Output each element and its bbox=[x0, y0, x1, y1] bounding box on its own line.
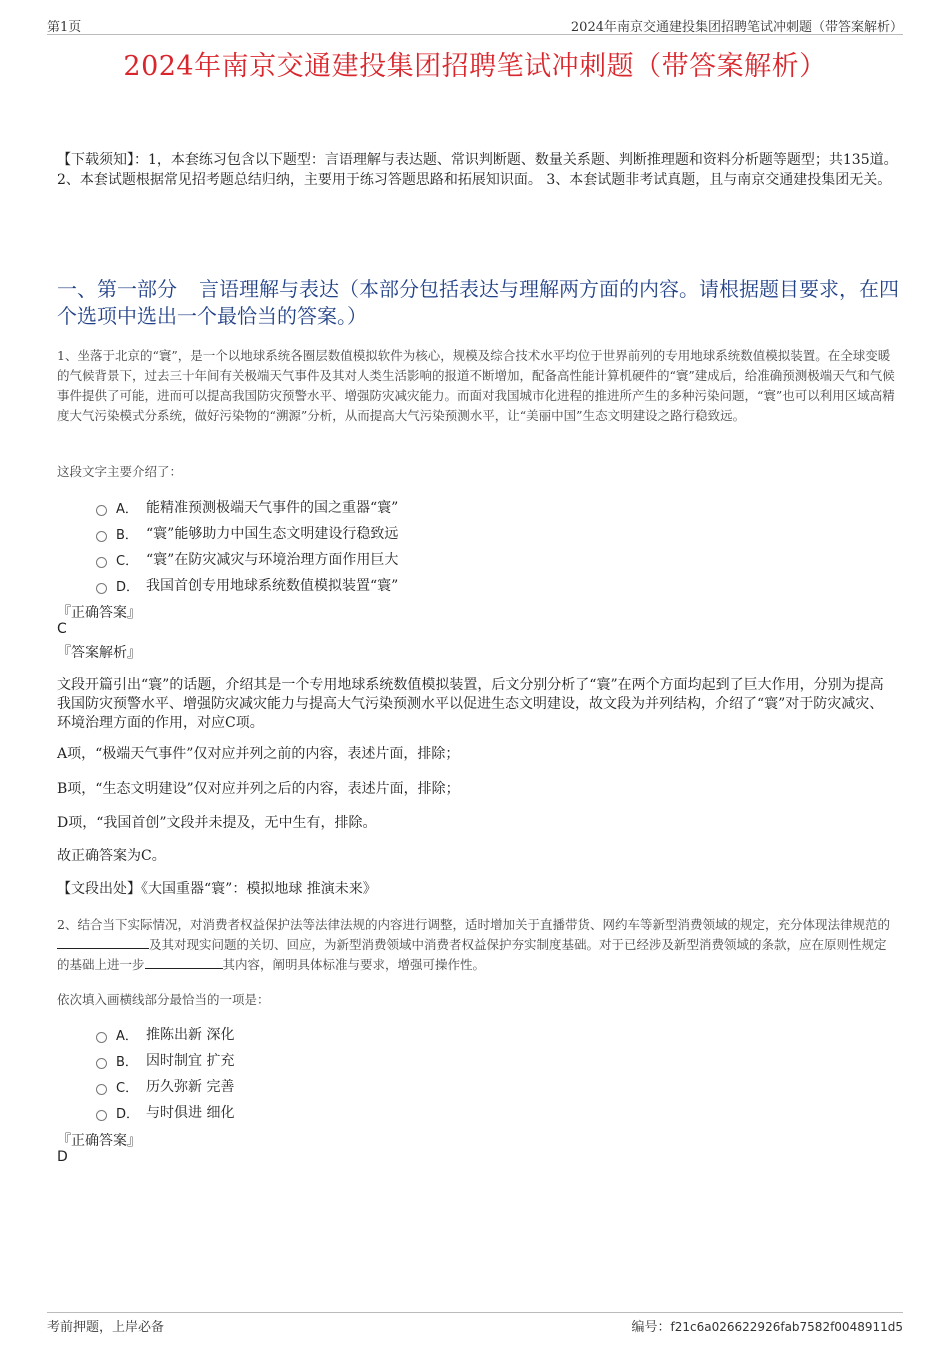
correct-answer: D bbox=[57, 1149, 68, 1165]
question-2-options bbox=[96, 1021, 796, 1125]
question-1-ask: 这段文字主要介绍了： bbox=[57, 464, 183, 479]
analysis-label: 『答案解析』 bbox=[57, 645, 141, 661]
header-doc-title: 2024年南京交通建投集团招聘笔试冲刺题（带答案解析） bbox=[570, 20, 903, 35]
analysis-option-d: D项，“我国首创”文段并未提及，无中生有，排除。 bbox=[57, 815, 377, 831]
analysis-option-a: A项，“极端天气事件”仅对应并列之前的内容，表述片面，排除； bbox=[57, 746, 460, 762]
section-description: 言语理解与表达（本部分包括表达与理解两方面的内容。请根据题目要求，在四个选项中选出一个最恰当的答案。） bbox=[57, 277, 899, 328]
option-b[interactable]: B． 因时制宜 扩充 bbox=[96, 1047, 796, 1073]
footer-slogan: 考前押题，上岸必备 bbox=[47, 1320, 165, 1335]
correct-answer: C bbox=[57, 621, 67, 637]
section-part: 一、第一部分 bbox=[57, 277, 177, 301]
option-a[interactable]: A． 能精准预测极端天气事件的国之重器“寰” bbox=[96, 494, 796, 520]
radio-icon[interactable] bbox=[96, 1032, 107, 1043]
question-1-stem: 1、坐落于北京的“寰”，是一个以地球系统各圈层数值模拟软件为核心，规模及综合技术水平均位于世界前列的专用地球系统数值模拟装置。在全球变暖的气候背景下，过去三十年间有关极端天气事件及其对人类生活影响的报道不断增加，配备高性能计算机硬件的“寰”建成后，给准确预测极端天气和气候事件提供了可能，进而可以提高我国防灾预警水平、增强防灾减灾能力。而面对我国城市化进程的推进所产生的多种污染问题，“寰”也可以利用区域高精度大气污染模式分系统，做好污染物的“溯源”分析，从而提高大气污染预测水平，让“美丽中国”生态文明建设之路行稳致远。 bbox=[57, 348, 895, 423]
fill-blank-1 bbox=[57, 935, 149, 949]
section-heading bbox=[57, 276, 907, 330]
page-header bbox=[47, 14, 903, 35]
question-1-options bbox=[96, 494, 796, 598]
option-a[interactable]: A． 推陈出新 深化 bbox=[96, 1021, 796, 1047]
download-notice: 【下载须知】：1，本套练习包含以下题型：言语理解与表达题、常识判断题、数量关系题、判断推理题和资料分析题等题型；共135道。 2、本套试题根据常见招考题总结归纳，主要用于练习答题思路和拓展知识面。 3、本套试题非考试真题，且与南京交通建投集团无关。 bbox=[57, 152, 898, 188]
question-2-stem: 2、结合当下实际情况，对消费者权益保护法等法律法规的内容进行调整，适时增加关于直播带货、网约车等新型消费领域的规定，充分体现法律规范的及其对现实问题的关切、回应，为新型消费领域中消费者权益保护夯实制度基础。对于已经涉及新型消费领域的条款，应在原则性规定的基础上进一步 其内容，阐明具体标准与要求，增强可操作性。 bbox=[57, 917, 890, 972]
page-footer bbox=[47, 1312, 903, 1333]
option-c[interactable]: C． “寰”在防灾减灾与环境治理方面作用巨大 bbox=[96, 546, 796, 572]
correct-answer-label: 『正确答案』 bbox=[57, 605, 141, 621]
option-d[interactable]: D． 与时俱进 细化 bbox=[96, 1099, 796, 1125]
option-d[interactable]: D． 我国首创专用地球系统数值模拟装置“寰” bbox=[96, 572, 796, 598]
radio-icon[interactable] bbox=[96, 531, 107, 542]
radio-icon[interactable] bbox=[96, 1110, 107, 1121]
document-title: 2024年南京交通建投集团招聘笔试冲刺题（带答案解析） bbox=[123, 51, 827, 82]
question-2-ask: 依次填入画横线部分最恰当的一项是： bbox=[57, 992, 270, 1007]
radio-icon[interactable] bbox=[96, 583, 107, 594]
passage-source: 【文段出处】《大国重器“寰”：模拟地球 推演未来》 bbox=[57, 881, 377, 897]
radio-icon[interactable] bbox=[96, 1058, 107, 1069]
analysis-conclusion: 故正确答案为C。 bbox=[57, 848, 166, 864]
radio-icon[interactable] bbox=[96, 505, 107, 516]
fill-blank-2 bbox=[145, 955, 223, 969]
correct-answer-label: 『正确答案』 bbox=[57, 1133, 141, 1149]
footer-code: 编号：f21c6a026622926fab7582f0048911d5 bbox=[631, 1320, 903, 1335]
page-number: 第1页 bbox=[47, 20, 82, 35]
analysis-option-b: B项，“生态文明建设”仅对应并列之后的内容，表述片面，排除； bbox=[57, 781, 460, 797]
option-c[interactable]: C． 历久弥新 完善 bbox=[96, 1073, 796, 1099]
radio-icon[interactable] bbox=[96, 557, 107, 568]
radio-icon[interactable] bbox=[96, 1084, 107, 1095]
option-b[interactable]: B． “寰”能够助力中国生态文明建设行稳致远 bbox=[96, 520, 796, 546]
analysis-paragraph: 文段开篇引出“寰”的话题，介绍其是一个专用地球系统数值模拟装置，后文分别分析了“寰”在两个方面均起到了巨大作用，分别为提高我国防灾预警水平、增强防灾减灾能力与提高大气污染预测水平以促进生态文明建设，故文段为并列结构，介绍了“寰”对于防灾减灾、环境治理方面的作用，对应C项。 bbox=[57, 677, 884, 731]
